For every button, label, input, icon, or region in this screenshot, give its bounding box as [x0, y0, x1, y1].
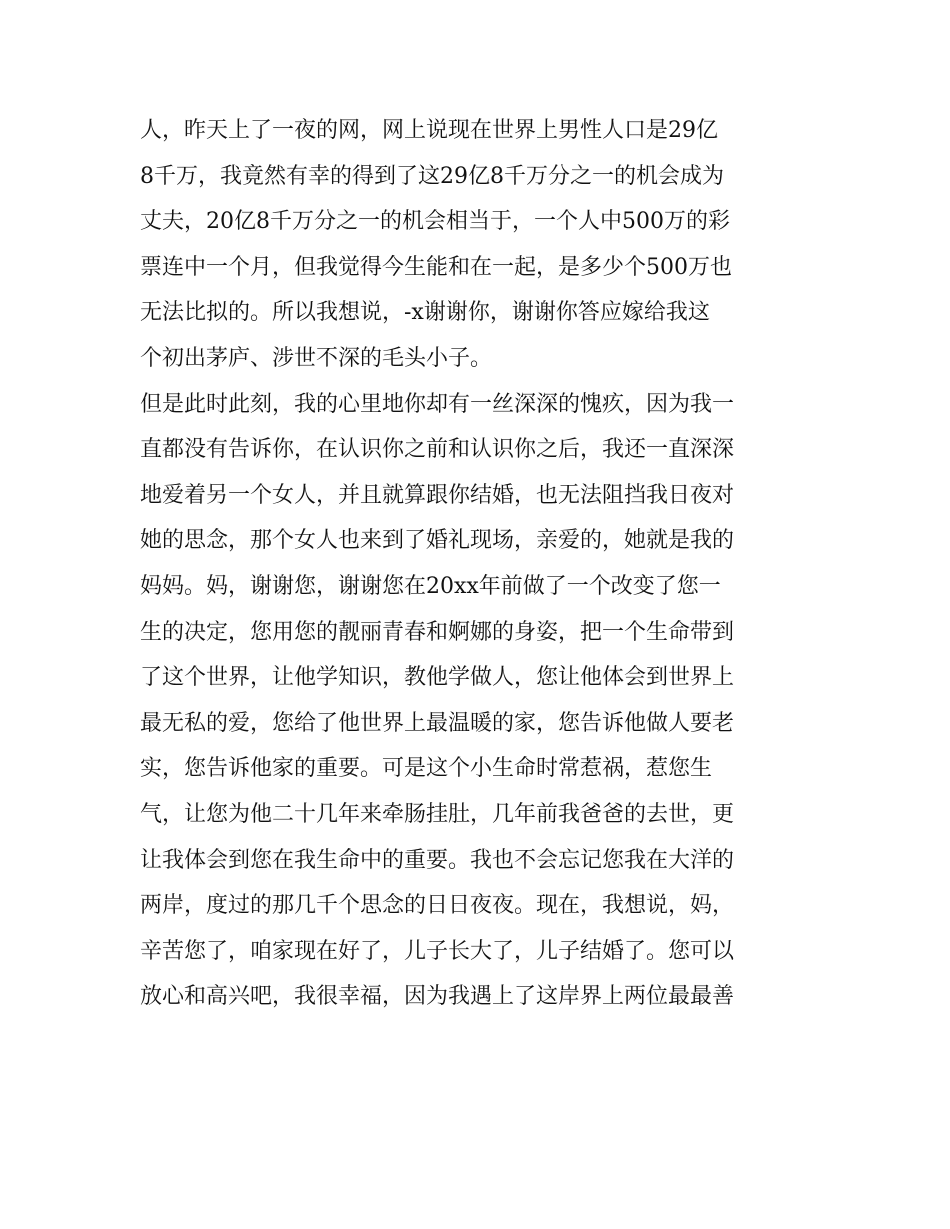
text-line: 辛苦您了，咱家现在好了，儿子长大了，儿子结婚了。您可以	[140, 938, 735, 964]
text-line: 地爱着另一个女人，并且就算跟你结婚，也无法阻挡我日夜对	[140, 482, 735, 508]
text-line: 生的决定，您用您的靓丽青春和婀娜的身姿，把一个生命带到	[140, 619, 735, 645]
text-line: 放心和高兴吧，我很幸福，因为我遇上了这岸界上两位最最善	[140, 984, 735, 1010]
text-line: 人，昨天上了一夜的网，网上说现在世界上男性人口是29亿	[140, 118, 718, 143]
text-line: 个初出茅庐、涉世不深的毛头小子。	[140, 345, 493, 371]
text-line: 丈夫，20亿8千万分之一的机会相当于，一个人中500万的彩	[140, 209, 730, 235]
text-line: 两岸，度过的那几千个思念的日日夜夜。现在，我想说，妈，	[140, 893, 735, 919]
text-line: 气，让您为他二十几年来牵肠挂肚，几年前我爸爸的去世，更	[140, 801, 735, 827]
text-line: 了这个世界，让他学知识，教他学做人，您让他体会到世界上	[140, 665, 735, 691]
text-line: 票连中一个月，但我觉得今生能和在一起，是多少个500万也	[140, 254, 732, 280]
text-line: 让我体会到您在我生命中的重要。我也不会忘记您我在大洋的	[140, 847, 735, 873]
text-line: 妈妈。妈，谢谢您，谢谢您在20xx年前做了一个改变了您一	[140, 573, 721, 599]
text-line: 最无私的爱，您给了他世界上最温暖的家，您告诉他做人要老	[140, 710, 735, 736]
body-text	[140, 108, 820, 1020]
text-line: 8千万，我竟然有幸的得到了这29亿8千万分之一的机会成为	[140, 163, 724, 189]
text-line: 直都没有告诉你，在认识你之前和认识你之后，我还一直深深	[140, 437, 735, 463]
text-line: 实，您告诉他家的重要。可是这个小生命时常惹祸，惹您生	[140, 756, 713, 782]
text-line: 无法比拟的。所以我想说，-x谢谢你，谢谢你答应嫁给我这	[140, 300, 710, 326]
text-line: 但是此时此刻，我的心里地你却有一丝深深的愧疚，因为我一	[140, 391, 735, 417]
text-line: 她的思念，那个女人也来到了婚礼现场，亲爱的，她就是我的	[140, 528, 735, 554]
